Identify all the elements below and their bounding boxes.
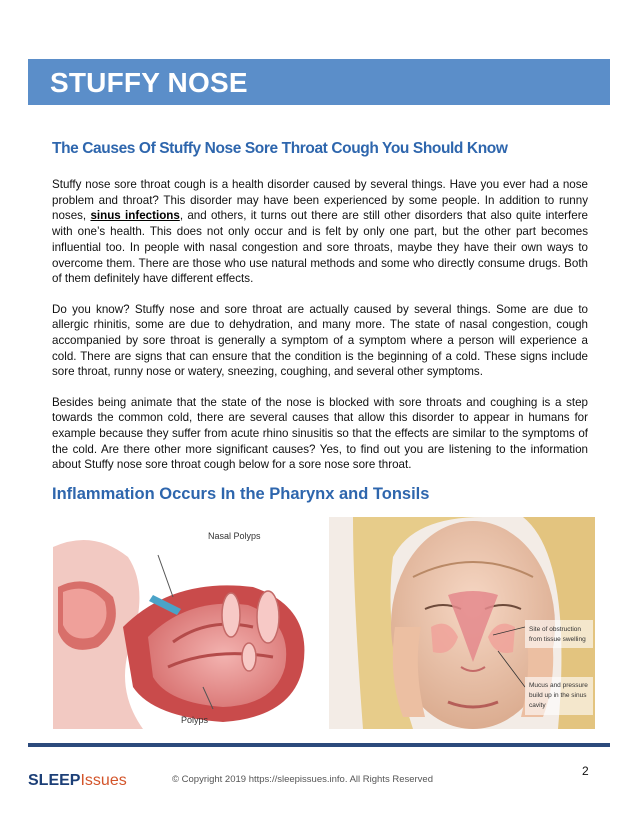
paragraph-1 [52, 177, 588, 287]
title-banner [28, 59, 610, 105]
banner-title: STUFFY NOSE [50, 67, 248, 98]
copyright-notice: © Copyright 2019 https://sleepissues.info. All Rights Reserved [172, 774, 433, 785]
page-number: 2 [582, 764, 589, 778]
paragraph-3: Besides being animate that the state of the nose is blocked with sore throats and coughing is a step towards the common cold, there are several causes that allow this disorder to appear in humans for example because they suffer from acute rhino sinusitis so that the effects are similar to the symptoms of the cold. Are there other more significant causes? Yes, to find out you are listening to the information about Stuffy nose sore throat cough below for a sore nose sore throat. [52, 395, 588, 472]
article-body [52, 177, 588, 488]
section-subheading: Inflammation Occurs In the Pharynx and Tonsils [52, 485, 430, 503]
mucus-label-line-1: Mucus and pressure [529, 682, 588, 689]
mucus-label-line-3: cavity [529, 702, 546, 709]
obstruction-label-line-1: Site of obstruction [529, 626, 582, 633]
face-illustration [329, 517, 595, 729]
sleep-issues-logo [28, 772, 127, 790]
paragraph-1-start: Stuffy nose sore throat cough is a health disorder caused by several things. Have you ever had a nose problem and throat? This disorder may have been experienced by some people. In addition to runny noses, [52, 178, 588, 223]
article-heading: The Causes Of Stuffy Nose Sore Throat Cough You Should Know [52, 140, 508, 157]
mucus-label-line-2: build up in the sinus [529, 692, 587, 699]
anatomy-cross-section [53, 517, 327, 729]
nasal-polyps-label: Nasal Polyps [208, 531, 261, 541]
footer-divider [28, 743, 610, 747]
logo-sleep-text: SLEEP [28, 772, 81, 789]
sinus-infections-link[interactable]: sinus infections [90, 209, 180, 223]
paragraph-1-end: , and others, it turns out there are still other disorders that also quite interfere with one’s health. This does not only occur and is felt by only one part, but the other part becomes influential too. In people with nasal congestion and sore throats, maybe they have their own ways to overcome them. There are those who use natural methods and some who directly consume drugs. Both of them definitely have different effects. [52, 209, 588, 286]
nasal-polyps-illustration [53, 517, 595, 729]
paragraph-2: Do you know? Stuffy nose and sore throat are actually caused by several things. Some are due to allergic rhinitis, some are due to dehydration, and many more. The state of nasal congestion, cough accompanied by sore throat is generally a symptom of a symptom where a person will experience a cold. There are signs that can ensure that the condition is the beginning of a cold. These signs include sore throat, runny nose or watery, sneezing, coughing, and several other symptoms. [52, 302, 588, 379]
polyps-label: Polyps [181, 715, 209, 725]
obstruction-label-line-2: from tissue swelling [529, 636, 586, 643]
logo-issues-text: Issues [80, 772, 127, 789]
